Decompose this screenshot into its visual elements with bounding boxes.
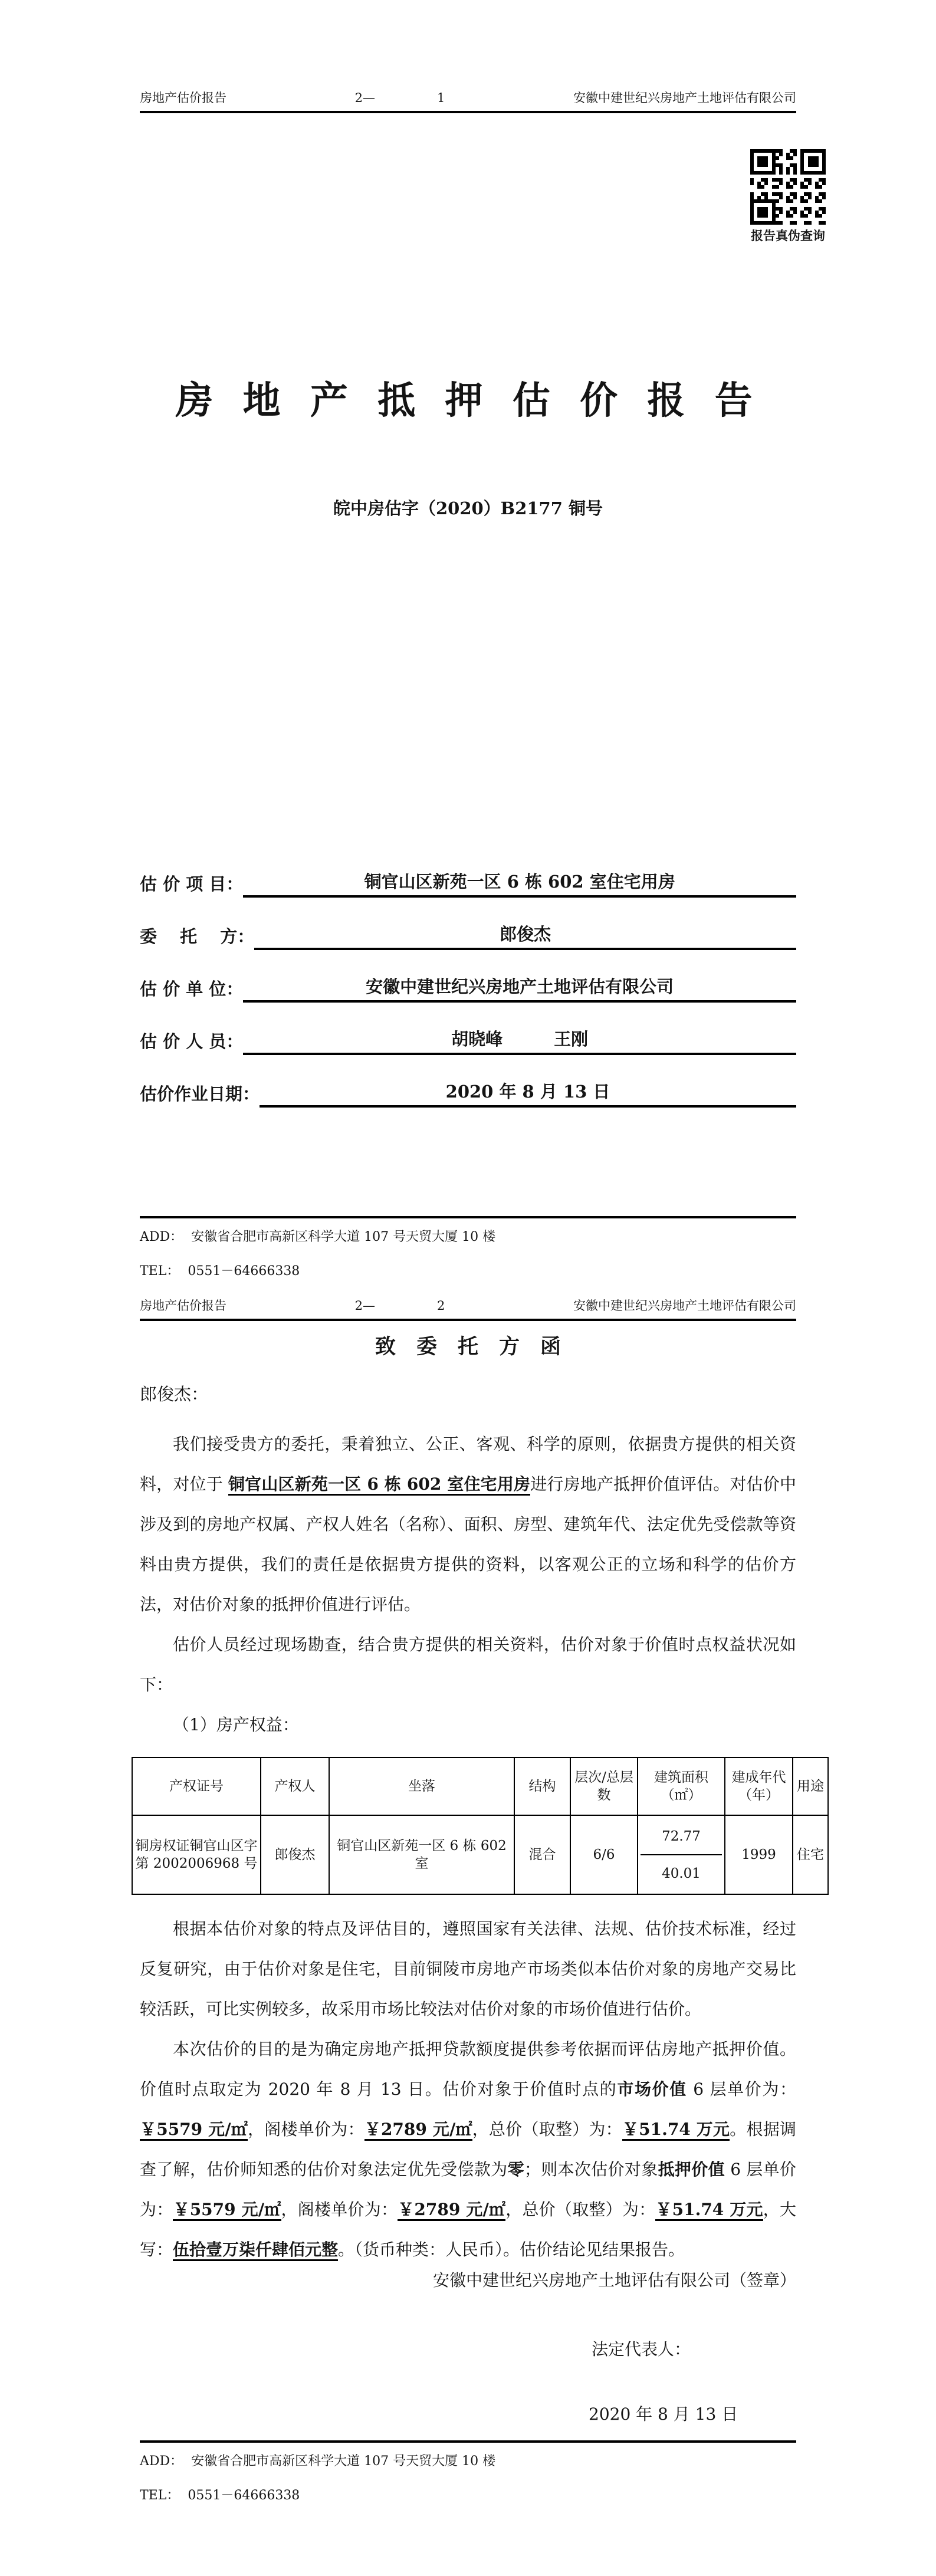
cell-owner: 郎俊杰: [261, 1815, 329, 1894]
page2-footer-phone: [140, 2485, 796, 2503]
col-header-usage: 用途: [793, 1757, 828, 1815]
page1-running-header: [140, 88, 796, 106]
address-label: ADD：: [140, 1230, 183, 1244]
field-value-appraisers: 胡晓峰 王刚: [243, 1026, 796, 1055]
field-value-agency: 安徽中建世纪兴房地产土地评估有限公司: [243, 974, 796, 1003]
text-segment: 我们接受贵方的委托，秉着独立、公正、客观、科学的原则，依据贵方提供的相关资料，对位于: [140, 1434, 796, 1494]
address-value: 安徽省合肥市高新区科学大道 107 号天贸大厦 10 楼: [191, 1230, 496, 1244]
text-segment: ￥51.74 万元: [622, 2120, 730, 2141]
cell-usage: 住宅: [793, 1815, 828, 1894]
page2-footer-address: [140, 2451, 796, 2469]
letter-salutation: 郎俊杰：: [140, 1384, 209, 1404]
cell-floor: 6/6: [570, 1815, 638, 1894]
col-header-year: 建成年代（年）: [725, 1757, 793, 1815]
text-segment: ￥51.74 万元: [655, 2200, 763, 2221]
cover-fields: [140, 862, 796, 1125]
text-segment: 。（货币种类：人民币）。估价结论见结果报告。: [338, 2240, 685, 2259]
header-page-indicator: [226, 91, 573, 105]
col-header-cert-no: 产权证号: [132, 1757, 261, 1815]
text-segment: 抵押价值: [658, 2160, 725, 2179]
field-row-project: [140, 862, 796, 898]
text-segment: 6 层单价为：: [140, 2160, 796, 2219]
header-rule: [140, 1319, 796, 1321]
table-row: [132, 1815, 828, 1894]
item-property-rights: （1）房产权益：: [173, 1715, 299, 1734]
text-segment: ￥5579 元/㎡: [140, 2120, 248, 2141]
field-label-client: 委 托 方：: [140, 926, 255, 947]
header-report-name: 房地产估价报告: [140, 1299, 226, 1313]
text-segment: ，总价（取整）为：: [505, 2200, 656, 2219]
cell-cert-no: 铜房权证铜官山区字第 2002006968 号: [132, 1815, 261, 1894]
text-segment: ，大写：: [140, 2200, 796, 2259]
text-segment: 铜官山区新苑一区 6 栋 602 室住宅用房: [228, 1474, 530, 1496]
page2-footer-rule: [140, 2440, 796, 2443]
col-header-location: 坐落: [329, 1757, 514, 1815]
header-page-number: 2: [437, 1299, 445, 1313]
qr-caption: 报告真伪查询: [751, 228, 825, 243]
text-segment: 市场价值: [617, 2079, 687, 2099]
text-segment: ，阁楼单价为：: [281, 2200, 398, 2219]
field-row-agency: [140, 967, 796, 1003]
paragraph-valuation-result: [140, 2029, 796, 2270]
field-label-appraisers: 估 价 人 员：: [140, 1031, 244, 1052]
paragraph-method: 根据本估价对象的特点及评估目的，遵照国家有关法律、法规、估价技术标准，经过反复研究，由于估价对象是住宅，目前铜陵市房地产市场类似本估价对象的房地产交易比较活跃，可比实例较多，故采用市场比较法对估价对象的市场价值进行估价。: [140, 1919, 796, 2019]
cell-year-built: 1999: [725, 1815, 793, 1894]
paragraph-survey: 估价人员经过现场勘查，结合贵方提供的相关资料，估价对象于价值时点权益状况如下：: [140, 1635, 796, 1694]
page2-running-header: [140, 1296, 796, 1314]
field-value-project: 铜官山区新苑一区 6 栋 602 室住宅用房: [243, 869, 796, 898]
header-company-name: 安徽中建世纪兴房地产土地评估有限公司: [573, 1299, 796, 1313]
text-segment: 。根据调查了解，估价师知悉的估价对象法定优先受偿款为: [140, 2120, 796, 2179]
field-row-date: [140, 1072, 796, 1108]
phone-label: TEL：: [140, 1264, 180, 1279]
text-segment: 本次估价的目的是为确定房地产抵押贷款额度提供参考依据而评估房地产抵押价值。价值时点取定为 2020 年 8 月 13 日。估价对象于价值时点的: [140, 2039, 796, 2099]
address-label: ADD：: [140, 2454, 183, 2469]
page1-footer-rule: [140, 1216, 796, 1218]
cell-area-main: 72.77: [641, 1818, 722, 1855]
field-value-client: 郎俊杰: [254, 921, 796, 950]
phone-value: 0551－64666338: [188, 1264, 300, 1279]
letter-title: 致 委 托 方 函: [375, 1335, 561, 1359]
field-label-project: 估 价 项 目：: [140, 874, 244, 894]
report-doc-number: 皖中房估字（2020）B2177 铜号: [333, 498, 603, 518]
header-company-name: 安徽中建世纪兴房地产土地评估有限公司: [573, 91, 796, 105]
qr-code: [750, 149, 826, 225]
text-segment: ￥2789 元/㎡: [364, 2120, 472, 2141]
cell-area-attic: 40.01: [662, 1865, 701, 1881]
address-value: 安徽省合肥市高新区科学大道 107 号天贸大厦 10 楼: [191, 2454, 496, 2469]
text-segment: ￥5579 元/㎡: [173, 2200, 281, 2221]
col-header-owner: 产权人: [261, 1757, 329, 1815]
text-segment: ￥2789 元/㎡: [398, 2200, 505, 2221]
signature-company: 安徽中建世纪兴房地产土地评估有限公司（签章）: [432, 2271, 796, 2290]
cell-structure: 混合: [514, 1815, 570, 1894]
field-value-date: 2020 年 8 月 13 日: [260, 1079, 796, 1108]
text-segment: 零: [507, 2160, 524, 2179]
text-segment: 6 层单价为：: [687, 2079, 796, 2099]
header-page-total: 2—: [354, 91, 375, 105]
text-segment: ，总价（取整）为：: [472, 2120, 622, 2139]
phone-value: 0551－64666338: [188, 2488, 300, 2503]
header-page-indicator: [226, 1299, 573, 1313]
col-header-area: 建筑面积（㎡）: [638, 1757, 725, 1815]
text-segment: 进行房地产抵押价值评估。对估价中涉及到的房地产权属、产权人姓名（名称）、面积、房型、建筑年代、法定优先受偿款等资料由贵方提供，我们的责任是依据贵方提供的资料，以客观公正的立场和科学的估价方法，对估价对象的抵押价值进行评估。: [140, 1474, 796, 1614]
page1-footer-address: [140, 1227, 796, 1245]
field-label-agency: 估 价 单 位：: [140, 979, 244, 999]
text-segment: ，阁楼单价为：: [248, 2120, 364, 2139]
cell-location: 铜官山区新苑一区 6 栋 602 室: [329, 1815, 514, 1894]
col-header-structure: 结构: [514, 1757, 570, 1815]
cell-area: [638, 1815, 725, 1894]
header-rule: [140, 111, 796, 113]
signature-legal-rep: 法定代表人：: [592, 2340, 691, 2359]
letter-body: [135, 1424, 824, 2270]
header-report-name: 房地产估价报告: [140, 91, 226, 105]
page1-footer-phone: [140, 1261, 796, 1279]
report-title: 房 地 产 抵 押 估 价 报 告: [175, 379, 761, 423]
field-row-client: [140, 915, 796, 950]
field-label-date: 估价作业日期：: [140, 1084, 260, 1104]
header-page-total: 2—: [354, 1299, 375, 1313]
property-rights-table: [132, 1757, 829, 1895]
text-segment: ；则本次估价对象: [524, 2160, 658, 2179]
paragraph-engagement: [140, 1424, 796, 1625]
header-page-number: 1: [437, 91, 445, 105]
phone-label: TEL：: [140, 2488, 180, 2503]
field-row-appraisers: [140, 1020, 796, 1055]
table-header-row: [132, 1757, 828, 1815]
signature-date: 2020 年 8 月 13 日: [589, 2404, 738, 2424]
col-header-floor: 层次/总层数: [570, 1757, 638, 1815]
text-segment: 伍拾壹万柒仟肆佰元整: [173, 2240, 338, 2261]
